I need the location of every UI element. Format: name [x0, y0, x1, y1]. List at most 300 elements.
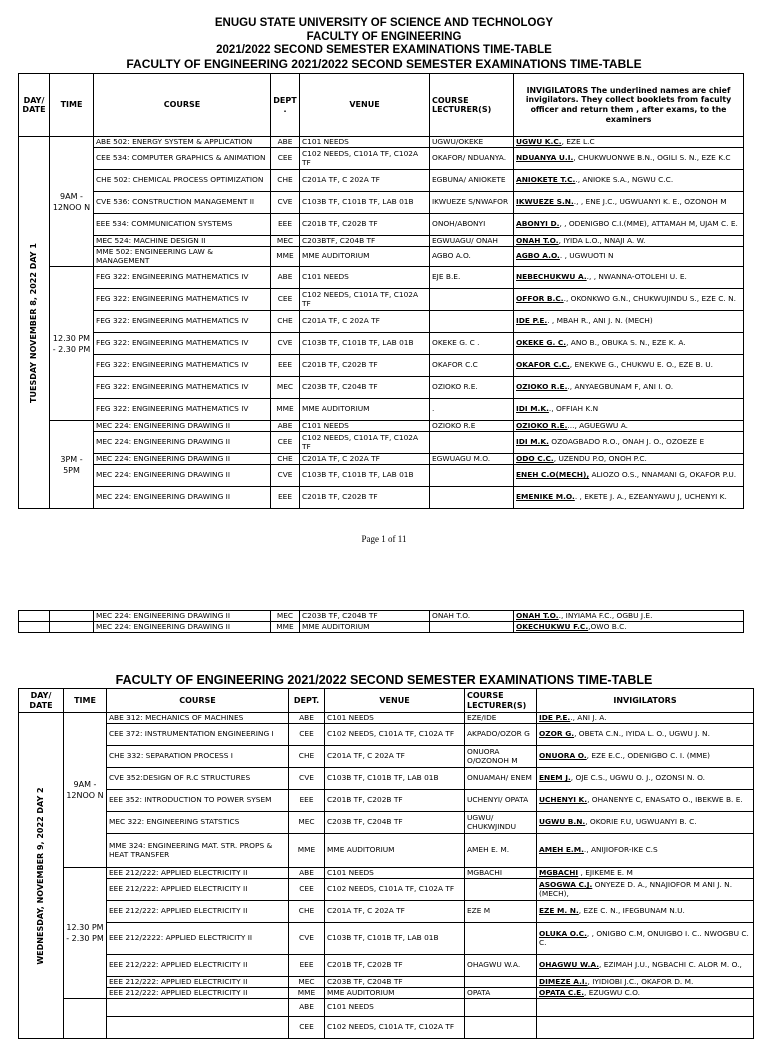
other-invigilators: , EZE E.C., ODENIGBO C. I. (MME)	[586, 751, 710, 761]
other-invigilators: , EZIMAH J.U., NGBACHI C. ALOR M. O.,	[599, 960, 742, 970]
table-row	[19, 487, 744, 509]
course-cell: EEE 212/222: APPLIED ELECTRICITY II	[107, 977, 289, 988]
dept-cell: MEC	[271, 236, 300, 247]
dept-cell: CVE	[271, 333, 300, 355]
other-invigilators: , IYIDIOBI J.C., OKAFOR D. M.	[587, 976, 694, 986]
table-row	[19, 999, 754, 1017]
time-slot-cell: 9AM - 12NOO N	[64, 713, 107, 868]
faculty-name: FACULTY OF ENGINEERING	[306, 30, 462, 43]
venue-cell: C101 NEEDS	[325, 713, 465, 724]
chief-invigilator: IDI M.K.	[516, 437, 549, 447]
lecturer-cell: OZIOKO R.E.	[430, 377, 514, 399]
chief-invigilator: ENEH C.O(MECH),	[516, 470, 590, 480]
other-invigilators: ., , NWANNA-OTOLEHI U. E.	[586, 272, 687, 282]
dept-cell: MME	[271, 622, 300, 633]
lecturer-cell: UGWU/OKEKE	[430, 137, 514, 148]
chief-invigilator: IDI M.K.	[516, 404, 549, 414]
dept-cell: CVE	[271, 465, 300, 487]
dept-cell: ABE	[271, 267, 300, 289]
chief-invigilator: OFFOR B.C.	[516, 294, 564, 304]
other-invigilators: , EJIKEME E. M	[578, 867, 633, 877]
dept-cell: MME	[271, 247, 300, 267]
table-row	[19, 790, 754, 812]
other-invigilators: , ANO B., OBUKA S. N., EZE K. A.	[566, 338, 686, 348]
lecturer-cell	[465, 999, 537, 1017]
lecturer-cell: OKAFOR C.C	[430, 355, 514, 377]
chief-invigilator: ONUORA O.	[539, 751, 587, 761]
table-row	[19, 192, 744, 214]
venue-cell: MME AUDITORIUM	[300, 247, 430, 267]
invigilators-cell	[537, 999, 754, 1017]
lecturer-cell: ONOH/ABONYI	[430, 214, 514, 236]
dept-cell: CHE	[271, 170, 300, 192]
lecturer-cell: EZE M	[465, 901, 537, 923]
other-invigilators: , CHUKWUONWE B.N., OGILI S. N., EZE K.C	[573, 153, 731, 163]
lecturer-cell	[430, 432, 514, 454]
course-cell: EEE 212/222: APPLIED ELECTRICITY II	[107, 901, 289, 923]
other-invigilators: , , ODENIGBO C.I.(MME), ATTAMAH M, UJAM C. E.	[559, 219, 738, 229]
course-cell: CVE 536: CONSTRUCTION MANAGEMENT II	[94, 192, 271, 214]
invigilators-cell	[514, 214, 744, 236]
venue-cell: C201A TF, C 202A TF	[300, 311, 430, 333]
day-date-label: WEDNESDAY, NOVEMBER 9, 2022 DAY 2	[36, 786, 45, 965]
course-cell: CHE 502: CHEMICAL PROCESS OPTIMIZATION	[94, 170, 271, 192]
other-invigilators: , OKORIE F.U, UGWUANYI B. C.	[585, 817, 697, 827]
lecturer-cell	[465, 923, 537, 955]
dept-cell: ABE	[289, 999, 325, 1017]
time-slot-cell	[50, 611, 94, 622]
course-cell: MEC 224: ENGINEERING DRAWING II	[94, 454, 271, 465]
invigilators-cell	[537, 768, 754, 790]
invigilators-cell	[537, 724, 754, 746]
lecturer-cell: OHAGWU W.A.	[465, 955, 537, 977]
time-slot-cell: 12.30 PM - 2.30 PM	[50, 267, 94, 421]
other-invigilators: , OHANENYE C, ENASATO O., IBEKWE B. E.	[587, 795, 743, 805]
dept-cell: CEE	[271, 432, 300, 454]
table-row	[19, 137, 744, 148]
table-row	[19, 834, 754, 868]
invigilators-cell	[537, 1017, 754, 1039]
venue-cell: C101 NEEDS	[300, 137, 430, 148]
lecturer-cell: OKEKE G. C .	[430, 333, 514, 355]
table-row	[19, 879, 754, 901]
table-row	[19, 768, 754, 790]
dept-cell: CEE	[271, 289, 300, 311]
table-row	[19, 214, 744, 236]
other-invigilators: , UZENDU P.O, ONOH P.C.	[553, 453, 647, 463]
invigilators-cell	[537, 923, 754, 955]
chief-invigilator: OKAFOR C.C.	[516, 360, 570, 370]
chief-invigilator: ENEM J.	[539, 773, 571, 783]
table-row	[19, 901, 754, 923]
venue-cell: C201A TF, C 202A TF	[300, 454, 430, 465]
dept-cell: CEE	[289, 1017, 325, 1039]
invigilators-cell	[514, 377, 744, 399]
lecturer-cell: AKPADO/OZOR G	[465, 724, 537, 746]
course-cell: FEG 322: ENGINEERING MATHEMATICS IV	[94, 333, 271, 355]
invigilators-cell	[514, 148, 744, 170]
table-row	[19, 868, 754, 879]
course-cell: MEC 224: ENGINEERING DRAWING II	[94, 432, 271, 454]
invigilators-cell	[514, 311, 744, 333]
other-invigilators: ., ANI J. A.	[570, 712, 607, 722]
venue-cell: C103B TF, C101B TF, LAB 01B	[300, 465, 430, 487]
chief-invigilator: OHAGWU W.A.	[539, 960, 600, 970]
lecturer-cell: MGBACHI	[465, 868, 537, 879]
course-cell: FEG 322: ENGINEERING MATHEMATICS IV	[94, 377, 271, 399]
other-invigilators: ONYEZE D. A., NNAJIOFOR M ANI J. N.(MECH),	[539, 880, 733, 898]
invigilators-cell	[537, 790, 754, 812]
venue-cell: C102 NEEDS, C101A TF, C102A TF	[325, 879, 465, 901]
lecturer-cell: AMEH E. M.	[465, 834, 537, 868]
lecturer-cell: .	[430, 399, 514, 421]
table-row	[19, 247, 744, 267]
chief-invigilator: IDE P.E.	[516, 316, 548, 326]
other-invigilators: ., INYIAMA F.C., OGBU J.E.	[558, 610, 653, 620]
dept-cell: CEE	[289, 879, 325, 901]
table-row	[19, 454, 744, 465]
dept-cell: CHE	[289, 901, 325, 923]
course-cell: ABE 502: ENERGY SYSTEM & APPLICATION	[94, 137, 271, 148]
lecturer-cell	[465, 879, 537, 901]
dept-cell: MEC	[271, 377, 300, 399]
venue-cell: C103B TF, C101B TF, LAB 01B	[300, 333, 430, 355]
course-cell: MEC 224: ENGINEERING DRAWING II	[94, 487, 271, 509]
venue-cell: C203B TF, C204B TF	[300, 377, 430, 399]
dept-cell: MEC	[289, 812, 325, 834]
other-invigilators: OZOAGBADO R.O., ONAH J. O., OZOEZE E	[548, 437, 705, 447]
col-header-course: COURSE	[107, 689, 289, 713]
invigilators-cell	[514, 289, 744, 311]
document-header	[0, 17, 768, 71]
dept-cell: CVE	[289, 768, 325, 790]
time-slot-cell	[64, 999, 107, 1039]
day-date-cell	[19, 622, 50, 633]
course-cell: ABE 312: MECHANICS OF MACHINES	[107, 713, 289, 724]
table-row	[19, 988, 754, 999]
table-row	[19, 355, 744, 377]
invigilators-cell	[514, 355, 744, 377]
table-row	[19, 289, 744, 311]
col-header-dept: DEPT.	[289, 689, 325, 713]
venue-cell: C201A TF, C 202A TF	[325, 746, 465, 768]
other-invigilators: , EZE L.C	[561, 136, 595, 146]
dept-cell: CHE	[289, 746, 325, 768]
venue-cell: C201B TF, C202B TF	[300, 487, 430, 509]
other-invigilators: , IYIDA L.O., NNAJI A. W.	[558, 235, 646, 245]
lecturer-cell: AGBO A.O.	[430, 247, 514, 267]
other-invigilators: ., ANIOKE S.A., NGWU C.C.	[575, 175, 674, 185]
other-invigilators: ., , ENE J.C., UGWUANYI K. E., OZONOH M	[573, 197, 727, 207]
invigilators-cell	[514, 465, 744, 487]
other-invigilators: ., ANIJIOFOR-IKE C.S	[583, 845, 658, 855]
venue-cell: C101 NEEDS	[325, 868, 465, 879]
col-header-day: DAY/ DATE	[19, 689, 64, 713]
table-row	[19, 1017, 754, 1039]
venue-cell: MME AUDITORIUM	[300, 622, 430, 633]
venue-cell: C102 NEEDS, C101A TF, C102A TF	[300, 289, 430, 311]
invigilators-cell	[514, 611, 744, 622]
day-date-cell	[19, 713, 64, 1039]
chief-invigilator: NEBECHUKWU A.	[516, 272, 587, 282]
table-row	[19, 746, 754, 768]
chief-invigilator: ONAH T.O.	[516, 610, 559, 620]
venue-cell: C203B TF, C204B TF	[300, 611, 430, 622]
invigilators-cell	[537, 977, 754, 988]
lecturer-cell: ONUAMAH/ ENEM	[465, 768, 537, 790]
lecturer-cell	[430, 622, 514, 633]
venue-cell: C201B TF, C202B TF	[325, 955, 465, 977]
venue-cell: C201B TF, C202B TF	[300, 214, 430, 236]
venue-cell: C203B TF, C204B TF	[325, 812, 465, 834]
col-header-invigilators: INVIGILATORS The underlined names are chief invigilators. They collect booklets from faculty officer and return them , after exams, to the examiners	[514, 74, 744, 137]
other-invigilators: . , EKETE J. A., EZEANYAWU J, UCHENYI K.	[574, 492, 727, 502]
dept-cell: MME	[271, 399, 300, 421]
table-row	[19, 622, 744, 633]
lecturer-cell: ONUORA O/OZONOH M	[465, 746, 537, 768]
university-name: ENUGU STATE UNIVERSITY OF SCIENCE AND TECHNOLOGY	[214, 17, 554, 29]
invigilators-cell	[514, 267, 744, 289]
course-cell: MEC 224: ENGINEERING DRAWING II	[94, 465, 271, 487]
col-header-invigilators: INVIGILATORS	[537, 689, 754, 713]
course-cell	[107, 999, 289, 1017]
invigilators-cell	[537, 834, 754, 868]
table-row	[19, 333, 744, 355]
course-cell: EEE 534: COMMUNICATION SYSTEMS	[94, 214, 271, 236]
table-row	[19, 713, 754, 724]
chief-invigilator: ODO C.C.	[516, 453, 554, 463]
table-row	[19, 432, 744, 454]
dept-cell: CHE	[271, 454, 300, 465]
course-cell: EEE 212/222: APPLIED ELECTRICITY II	[107, 955, 289, 977]
chief-invigilator: OPATA C.E.	[539, 987, 585, 997]
chief-invigilator: OLUKA O.C.	[539, 929, 587, 939]
course-cell: MEC 322: ENGINEERING STATSTICS	[107, 812, 289, 834]
other-invigilators: , ENEKWE G., CHUKWU E. O., EZE B. U.	[569, 360, 714, 370]
other-invigilators: , EZE C. N., IFEGBUNAM N.U.	[578, 906, 685, 916]
course-cell: CEE 372: INSTRUMENTATION ENGINEERING I	[107, 724, 289, 746]
table-row	[19, 465, 744, 487]
invigilators-cell	[537, 988, 754, 999]
other-invigilators: ., OKONKWO G.N., CHUKWUJINDU S., EZE C. N.	[563, 294, 736, 304]
dept-cell: EEE	[289, 955, 325, 977]
faculty-timetable-title: FACULTY OF ENGINEERING 2021/2022 SECOND SEMESTER EXAMINATIONS TIME-TABLE	[126, 56, 642, 71]
lecturer-cell: IKWUEZE S/NWAFOR	[430, 192, 514, 214]
invigilators-cell	[537, 879, 754, 901]
col-header-day: DAY/ DATE	[19, 74, 50, 137]
chief-invigilator: OZIOKO R.E.	[516, 382, 568, 392]
dept-cell: ABE	[289, 713, 325, 724]
other-invigilators: ., ANYAEGBUNAM F, ANI I. O.	[567, 382, 674, 392]
lecturer-cell	[430, 487, 514, 509]
page-number: Page 1 of 11	[361, 534, 407, 544]
venue-cell: C203B TF, C204B TF	[325, 977, 465, 988]
venue-cell: C201B TF, C202B TF	[300, 355, 430, 377]
course-cell: FEG 322: ENGINEERING MATHEMATICS IV	[94, 355, 271, 377]
venue-cell: C101 NEEDS	[325, 999, 465, 1017]
chief-invigilator: OKEKE G. C.	[516, 338, 567, 348]
invigilators-cell	[537, 901, 754, 923]
table-row	[19, 421, 744, 432]
lecturer-cell: OPATA	[465, 988, 537, 999]
other-invigilators: ., OFFIAH K.N	[548, 404, 599, 414]
course-cell: MEC 524: MACHINE DESIGN II	[94, 236, 271, 247]
invigilators-cell	[514, 170, 744, 192]
table-row	[19, 311, 744, 333]
table-row	[19, 236, 744, 247]
other-invigilators: ..., AGUEGWU A.	[567, 420, 628, 430]
lecturer-cell: EGWUAGU M.O.	[430, 454, 514, 465]
other-invigilators: ALIOZO O.S., NNAMANI G, OKAFOR P.U.	[589, 470, 737, 480]
venue-cell: MME AUDITORIUM	[325, 988, 465, 999]
invigilators-cell	[514, 333, 744, 355]
other-invigilators: , OJE C.S., UGWU O. J., OZONSI N. O.	[570, 773, 705, 783]
lecturer-cell: UCHENYI/ OPATA	[465, 790, 537, 812]
chief-invigilator: OKECHUKWU F.C.	[516, 621, 589, 631]
invigilators-cell	[514, 622, 744, 633]
timetable-title: 2021/2022 SECOND SEMESTER EXAMINATIONS TIME-TABLE	[216, 44, 552, 56]
dept-cell: MME	[289, 834, 325, 868]
lecturer-cell	[430, 289, 514, 311]
day-date-cell	[19, 611, 50, 622]
course-cell: FEG 322: ENGINEERING MATHEMATICS IV	[94, 267, 271, 289]
dept-cell: MME	[289, 988, 325, 999]
invigilators-cell	[537, 746, 754, 768]
course-cell: MEC 224: ENGINEERING DRAWING II	[94, 611, 271, 622]
course-cell: MME 502: ENGINEERING LAW & MANAGEMENT	[94, 247, 271, 267]
course-cell	[107, 1017, 289, 1039]
chief-invigilator: IKWUEZE S.N.	[516, 197, 574, 207]
chief-invigilator: EZE M. N.	[539, 906, 579, 916]
venue-cell: C102 NEEDS, C101A TF, C102A TF	[300, 432, 430, 454]
chief-invigilator: OZIOKO R.E.	[516, 420, 568, 430]
time-slot-cell	[50, 622, 94, 633]
course-cell: FEG 322: ENGINEERING MATHEMATICS IV	[94, 289, 271, 311]
invigilators-cell	[514, 247, 744, 267]
chief-invigilator: DIMEZE A.I.	[539, 976, 588, 986]
dept-cell: EEE	[271, 355, 300, 377]
time-slot-cell: 12.30 PM - 2.30 PM	[64, 868, 107, 999]
course-cell: FEG 322: ENGINEERING MATHEMATICS IV	[94, 399, 271, 421]
course-cell: CHE 332: SEPARATION PROCESS I	[107, 746, 289, 768]
timetable-day1-continued	[18, 610, 744, 633]
chief-invigilator: NDUANYA U.I.	[516, 153, 574, 163]
dept-cell: CVE	[289, 923, 325, 955]
venue-cell: C102 NEEDS, C101A TF, C102A TF	[325, 1017, 465, 1039]
dept-cell: EEE	[271, 214, 300, 236]
invigilators-cell	[537, 868, 754, 879]
lecturer-cell	[465, 1017, 537, 1039]
course-cell: MEC 224: ENGINEERING DRAWING II	[94, 421, 271, 432]
course-cell: EEE 212/2222: APPLIED ELECTRICITY II	[107, 923, 289, 955]
other-invigilators: , , ONIGBO C.M, ONUIGBO I. C.. NWOGBU C. C.	[539, 929, 749, 947]
venue-cell: C201B TF, C202B TF	[325, 790, 465, 812]
chief-invigilator: EMENIKE M.O.	[516, 492, 575, 502]
invigilators-cell	[514, 487, 744, 509]
lecturer-cell: ONAH T.O.	[430, 611, 514, 622]
dept-cell: CEE	[289, 724, 325, 746]
venue-cell: C201A TF, C 202A TF	[325, 901, 465, 923]
dept-cell: EEE	[289, 790, 325, 812]
course-cell: EEE 212/222: APPLIED ELECTRICITY II	[107, 868, 289, 879]
lecturer-cell	[465, 977, 537, 988]
dept-cell: ABE	[271, 421, 300, 432]
table-row	[19, 170, 744, 192]
course-cell: CVE 352:DESIGN OF R.C STRUCTURES	[107, 768, 289, 790]
lecturer-cell: OZIOKO R.E	[430, 421, 514, 432]
invigilators-cell	[537, 812, 754, 834]
dept-cell: CHE	[271, 311, 300, 333]
invigilators-cell	[537, 955, 754, 977]
time-slot-cell: 9AM - 12NOO N	[50, 137, 94, 267]
col-header-venue: VENUE	[325, 689, 465, 713]
venue-cell: C103B TF, C101B TF, LAB 01B	[300, 192, 430, 214]
chief-invigilator: ONAH T.O.	[516, 235, 559, 245]
venue-cell: C102 NEEDS, C101A TF, C102A TF	[325, 724, 465, 746]
invigilators-cell	[514, 454, 744, 465]
invigilators-cell	[514, 236, 744, 247]
dept-cell: EEE	[271, 487, 300, 509]
day-date-cell	[19, 137, 50, 509]
table-row	[19, 977, 754, 988]
chief-invigilator: UGWU K.C.	[516, 136, 562, 146]
col-header-time: TIME	[64, 689, 107, 713]
day-date-label: TUESDAY NOVEMBER 8, 2022 DAY 1	[29, 242, 38, 403]
dept-cell: CVE	[271, 192, 300, 214]
lecturer-cell: UGWU/ CHUKWJINDU	[465, 812, 537, 834]
table-row	[19, 923, 754, 955]
course-cell: MEC 224: ENGINEERING DRAWING II	[94, 622, 271, 633]
section-title-day2: FACULTY OF ENGINEERING 2021/2022 SECOND SEMESTER EXAMINATIONS TIME-TABLE	[115, 673, 653, 687]
venue-cell: C102 NEEDS, C101A TF, C102A TF	[300, 148, 430, 170]
invigilators-cell	[514, 432, 744, 454]
venue-cell: C103B TF, C101B TF, LAB 01B	[325, 768, 465, 790]
lecturer-cell: EJE B.E.	[430, 267, 514, 289]
venue-cell: C101 NEEDS	[300, 421, 430, 432]
course-cell: MME 324: ENGINEERING MAT. STR. PROPS & HEAT TRANSFER	[107, 834, 289, 868]
chief-invigilator: OZOR G.	[539, 729, 575, 739]
chief-invigilator: ASOGWA C.J.	[539, 880, 593, 890]
chief-invigilator: AMEH E.M.	[539, 845, 584, 855]
time-slot-cell: 3PM - 5PM	[50, 421, 94, 509]
chief-invigilator: IDE P.E.	[539, 712, 571, 722]
course-cell: EEE 212/222: APPLIED ELECTRICITY II	[107, 988, 289, 999]
table-row	[19, 611, 744, 622]
venue-cell: C203BTF, C204B TF	[300, 236, 430, 247]
invigilators-cell	[514, 421, 744, 432]
venue-cell: MME AUDITORIUM	[300, 399, 430, 421]
other-invigilators: , EZUGWU C.O.	[584, 987, 641, 997]
table-row	[19, 812, 754, 834]
chief-invigilator: ABONYI D.	[516, 219, 560, 229]
table-row	[19, 267, 744, 289]
table-row	[19, 955, 754, 977]
lecturer-cell: EZE/IDE	[465, 713, 537, 724]
other-invigilators: ,OWO B.C.	[588, 621, 627, 631]
dept-cell: MEC	[271, 611, 300, 622]
col-header-time: TIME	[50, 74, 94, 137]
chief-invigilator: AGBO A.O.	[516, 251, 560, 261]
lecturer-cell: OKAFOR/ NDUANYA.	[430, 148, 514, 170]
chief-invigilator: MGBACHI	[539, 867, 579, 877]
col-header-lecturer: COURSE LECTURER(S)	[430, 74, 514, 137]
course-cell: FEG 322: ENGINEERING MATHEMATICS IV	[94, 311, 271, 333]
lecturer-cell	[430, 465, 514, 487]
other-invigilators: . , UGWUOTI N	[559, 251, 614, 261]
other-invigilators: . , MBAH R., ANI J. N. (MECH)	[547, 316, 653, 326]
table-row	[19, 399, 744, 421]
timetable-day2	[18, 688, 754, 1039]
